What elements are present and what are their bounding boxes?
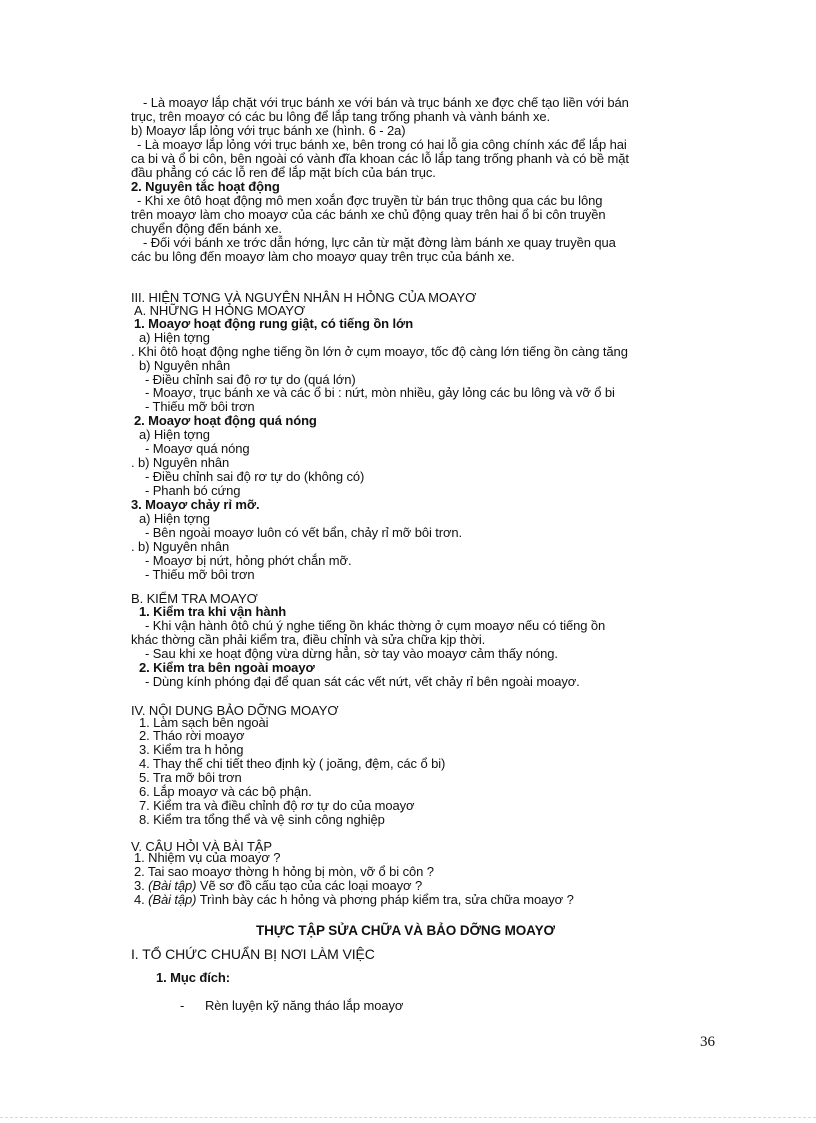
section-3-heading: III. HIỆN TƠNG VÀ NGUYÊN NHÂN H HỎNG CỦA MOAYƠ [131,290,477,305]
maintenance-item: 7. Kiểm tra và điều chỉnh độ rơ tự do của moayơ [139,798,415,813]
question [134,879,422,893]
principle-line: - Đối với bánh xe trớc dẫn hớng, lực cản từ mặt đờng làm bánh xe quay truyền qua [143,235,616,250]
fault-2-line: - Điều chỉnh sai độ rơ tự do (không có) [145,469,365,484]
check-1-heading: 1. Kiểm tra khi vận hành [139,604,287,619]
fault-2-line: - Phanh bó cứng [145,483,241,498]
fault-3-line: - Thiếu mỡ bôi trơn [145,567,255,582]
maintenance-item: 8. Kiểm tra tổng thể và vệ sinh công nghiệp [139,812,385,827]
check-1-line: - Khi vận hành ôtô chú ý nghe tiếng ồn khác thờng ở cụm moayơ nếu có tiếng ồn [145,618,606,633]
maintenance-item: 5. Tra mỡ bôi trơn [139,770,242,785]
check-1-line: khác thờng cần phải kiểm tra, điều chỉnh và sửa chữa kịp thời. [131,632,486,647]
question-text: Vẽ sơ đồ cấu tạo của các loại moayơ ? [199,878,423,893]
practice-title: THỰC TẬP SỬA CHỮA VÀ BẢO DỠNG MOAYƠ [256,923,555,938]
bullet-text: Rèn luyện kỹ năng tháo lắp moayơ [205,998,404,1013]
section-4-heading: IV. NỘI DUNG BẢO DỠNG MOAYƠ [131,703,339,718]
maintenance-item: 3. Kiểm tra h hỏng [139,742,244,757]
purpose-heading: 1. Mục đích: [156,970,230,985]
intro-line: ca bi và ổ bi côn, bên ngoài có vành đĩa khoan các lỗ lắp tang trống phanh và có bề mặt [131,151,629,166]
fault-2-line: - Moayơ quá nóng [145,441,250,456]
question: 2. Tai sao moayơ thờng h hỏng bị mòn, vỡ ổ bi côn ? [134,864,434,879]
fault-3-line: a) Hiện tợng [139,511,210,526]
question-number: 4. [134,892,145,907]
principle-heading: 2. Nguyên tắc hoạt động [131,179,280,194]
fault-1-line: . Khi ôtô hoạt động nghe tiếng ồn lớn ở cụm moayơ, tốc độ càng lớn tiếng ồn càng tăng [131,344,628,359]
intro-line: trục, trên moayơ có các bu lông để lắp tang trống phanh và vành bánh xe. [131,109,551,124]
check-2-heading: 2. Kiểm tra bên ngoài moayơ [139,660,315,675]
fault-3-heading: 3. Moayơ chảy rỉ mỡ. [131,497,260,512]
fault-3-line: - Bên ngoài moayơ luôn có vết bẩn, chảy rỉ mỡ bôi trơn. [145,525,463,540]
intro-line: b) Moayơ lắp lỏng với trục bánh xe (hình. 6 - 2a) [131,123,406,138]
fault-1-heading: 1. Moayơ hoạt động rung giật, có tiếng ồn lớn [134,316,414,331]
intro-line: đầu phẳng có các lỗ ren để lắp mặt bích của bán trục. [131,165,436,180]
question-text: Trình bày các h hỏng và phơng pháp kiểm tra, sửa chữa moayơ ? [199,892,574,907]
fault-2-heading: 2. Moayơ hoạt động quá nóng [134,413,317,428]
practice-section-heading: I. TỔ CHỨC CHUẨN BỊ NƠI LÀM VIỆC [131,946,375,962]
section-5-heading: V. CÂU HỎI VÀ BÀI TẬP [131,839,272,854]
fault-1-line: b) Nguyên nhân [139,358,231,373]
principle-line: trên moayơ làm cho moayơ của các bánh xe chủ động quay trên hai ổ bi côn truyền [131,207,606,222]
check-1-line: - Sau khi xe hoạt động vừa dừng hẳn, sờ tay vào moayơ cảm thấy nóng. [145,646,558,661]
bullet-dash: - [180,998,185,1013]
fault-2-line: a) Hiện tợng [139,427,210,442]
principle-line: chuyển động đến bánh xe. [131,221,282,236]
fault-1-line: - Điều chỉnh sai độ rơ tự do (quá lớn) [145,372,356,387]
maintenance-item: 4. Thay thế chi tiết theo định kỳ ( joăng, đệm, các ổ bi) [139,756,446,771]
question [134,893,574,907]
principle-line: - Khi xe ôtô hoạt động mô men xoắn đợc truyền từ bán trục thông qua các bu lông [137,193,603,208]
check-2-line: - Dùng kính phóng đại để quan sát các vết nứt, vết chảy rỉ bên ngoài moayơ. [145,674,580,689]
section-3-subheading: A. NHỮNG H HỎNG MOAYƠ [134,303,305,318]
question-exercise-tag: (Bài tập) [148,892,197,907]
fault-1-line: - Moayơ, trục bánh xe và các ổ bi : nứt, mòn nhiều, gảy lỏng các bu lông và vỡ ổ bi [145,385,615,400]
fault-1-line: a) Hiện tợng [139,330,210,345]
page-edge-divider [0,1117,816,1119]
maintenance-item: 6. Lắp moayơ và các bộ phận. [139,784,312,799]
intro-line: - Là moayơ lắp lỏng với trục bánh xe, bên trong có hai lỗ gia công chính xác để lắp hai [137,137,627,152]
maintenance-item: 1. Làm sạch bên ngoài [139,715,269,730]
maintenance-item: 2. Tháo rời moayơ [139,728,245,743]
principle-line: các bu lông đến moayơ làm cho moayơ quay trên trục của bánh xe. [131,249,515,264]
question: 1. Nhiệm vụ của moayơ ? [134,850,281,865]
intro-line: - Là moayơ lắp chặt với trục bánh xe với bán và trục bánh xe đợc chế tạo liền với bán [143,95,629,110]
section-b-heading: B. KIỂM TRA MOAYƠ [131,591,258,606]
fault-1-line: - Thiếu mỡ bôi trơn [145,399,255,414]
page-number: 36 [700,1034,715,1050]
question-number: 3. [134,878,145,893]
fault-3-line: - Moayơ bị nứt, hỏng phớt chắn mỡ. [145,553,352,568]
question-exercise-tag: (Bài tập) [148,878,197,893]
fault-3-line: . b) Nguyên nhân [131,539,230,554]
fault-2-line: . b) Nguyên nhân [131,455,230,470]
